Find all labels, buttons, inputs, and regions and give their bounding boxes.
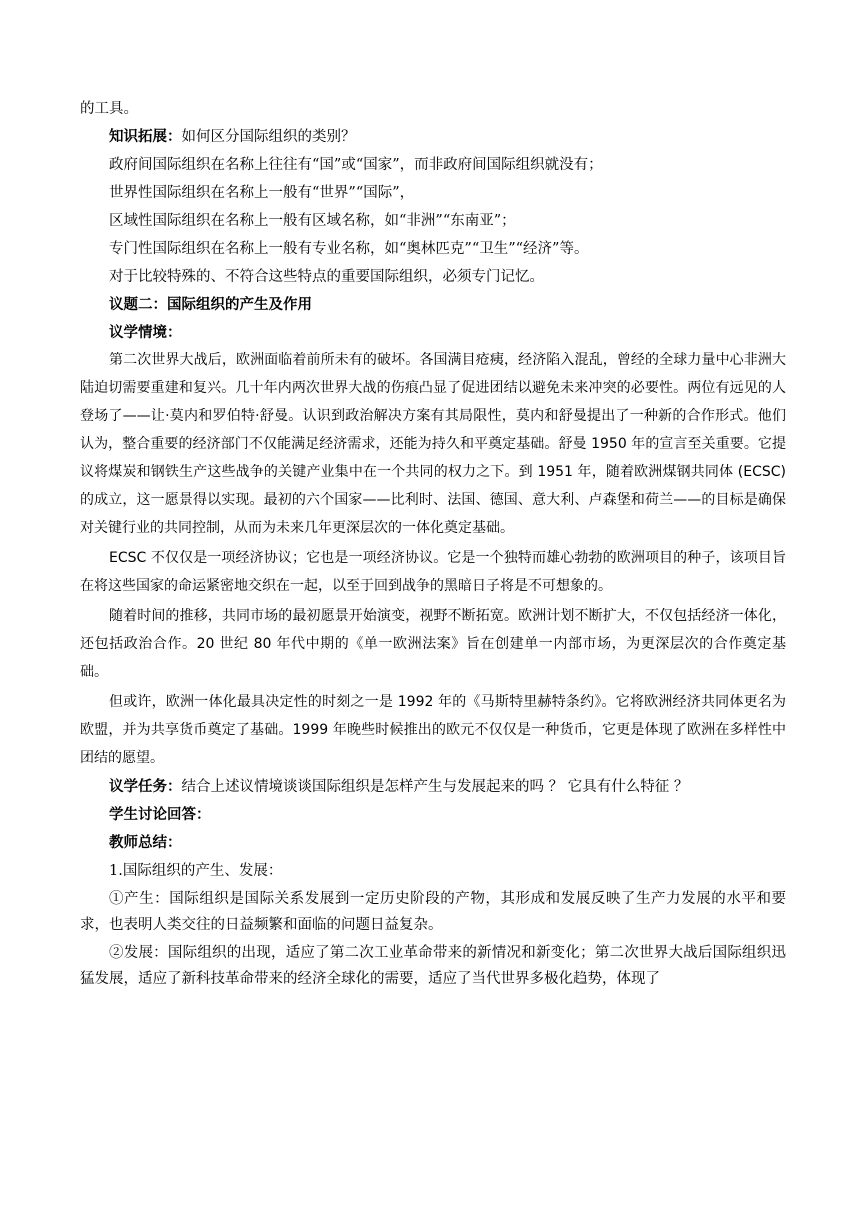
context-paragraph: 但或许，欧洲一体化最具决定性的时刻之一是 1992 年的《马斯特里赫特条约》。它将欧洲经济共同体更名为欧盟，并为共享货币奠定了基础。1999 年晚些时候推出的欧元不仅仅是一种货币，它更是体现了欧洲在多样性中团结的愿望。 <box>80 694 786 766</box>
context-paragraph: 第二次世界大战后，欧洲面临着前所未有的破坏。各国满目疮痍，经济陷入混乱，曾经的全球力量中心非洲大陆迫切需要重建和复兴。几十年内两次世界大战的伤痕凸显了促进团结以避免未来冲突的必要性。两位有远见的人登场了——让·莫内和罗伯特·舒曼。认识到政治解决方案有其局限性，莫内和舒曼提出了一种新的合作形式。他们认为，整合重要的经济部门不仅能满足经济需求，还能为持久和平奠定基础。舒曼 1950 年的宣言至关重要。它提议将煤炭和钢铁生产这些战争的关键产业集中在一个共同的权力之下。到 1951 年，随着欧洲煤钢共同体 (ECSC) 的成立，这一愿景得以实现。最初的六个国家——比利时、法国、德国、意大利、卢森堡和荷兰——的目标是确保对关键行业的共同控制，从而为未来几年更深层次的一体化奠定基础。 <box>80 352 786 536</box>
knowledge-extension-label: 知识拓展： <box>109 129 182 145</box>
knowledge-extension-line <box>80 124 786 150</box>
topic-heading: 议题二：国际组织的产生及作用 <box>109 297 312 313</box>
origin-paragraph: ①产生：国际组织是国际关系发展到一定历史阶段的产物，其形成和发展反映了生产力发展的水平和要求，也表明人类交往的日益频繁和面临的问题日益复杂。 <box>80 891 786 933</box>
context-label: 议学情境： <box>109 325 182 341</box>
task-line <box>80 774 786 800</box>
text-line: 专门性国际组织在名称上一般有专业名称，如“奥林匹克”“卫生”“经济”等。 <box>109 241 589 257</box>
development-paragraph: ②发展：国际组织的出现，适应了第二次工业革命带来的新情况和新变化；第二次世界大战后国际组织迅猛发展，适应了新科技革命带来的经济全球化的需要，适应了当代世界多极化趋势，体现了 <box>80 945 786 987</box>
document-page <box>80 96 786 992</box>
text-line: 区域性国际组织在名称上一般有区域名称，如“非洲”“东南亚”； <box>109 213 516 229</box>
task-text: 结合上述议情境谈谈国际组织是怎样产生与发展起来的吗 ？ 它具有什么特征 ？ <box>181 779 689 795</box>
context-paragraph: 随着时间的推移，共同市场的最初愿景开始演变，视野不断拓宽。欧洲计划不断扩大，不仅包括经济一体化，还包括政治合作。20 世纪 80 年代中期的《单一欧洲法案》旨在创建单一内部市场，为更深层次的合作奠定基础。 <box>80 608 786 680</box>
text-line: 的工具。 <box>80 101 138 117</box>
list-item: 1.国际组织的产生、发展： <box>109 863 283 879</box>
text-line: 对于比较特殊的、不符合这些特点的重要国际组织，必须专门记忆。 <box>109 269 544 285</box>
text-line: 世界性国际组织在名称上一般有“世界”“国际”， <box>109 185 415 201</box>
knowledge-extension-question: 如何区分国际组织的类别？ <box>181 129 356 145</box>
summary-label: 教师总结： <box>109 835 182 851</box>
context-paragraph: ECSC 不仅仅是一项经济协议；它也是一项经济协议。它是一个独特而雄心勃勃的欧洲项目的种子，该项目旨在将这些国家的命运紧密地交织在一起，以至于回到战争的黑暗日子将是不可想象的。 <box>80 550 786 594</box>
task-label: 议学任务： <box>109 779 182 795</box>
text-line: 政府间国际组织在名称上往往有“国”或“国家”，而非政府间国际组织就没有； <box>109 157 603 173</box>
discussion-label: 学生讨论回答： <box>109 807 211 823</box>
